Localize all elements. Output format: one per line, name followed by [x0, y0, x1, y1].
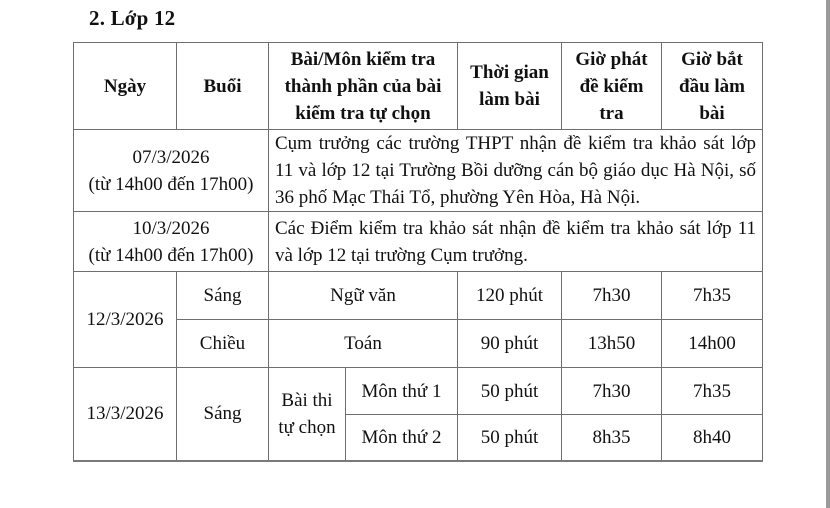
table-row	[74, 368, 763, 415]
date-cell	[74, 130, 269, 212]
exam-schedule-table	[73, 42, 763, 462]
subject-cell: Ngữ văn	[269, 272, 458, 320]
session-cell: Chiều	[177, 320, 269, 368]
table-row	[74, 320, 763, 368]
release-time-cell: 8h35	[562, 415, 662, 461]
release-time-cell: 13h50	[562, 320, 662, 368]
header-session: Buổi	[177, 43, 269, 130]
date-text: 07/3/2026	[132, 146, 210, 168]
section-heading: 2. Lớp 12	[89, 6, 176, 30]
start-time-cell: 7h35	[662, 368, 763, 415]
table-row	[74, 212, 763, 272]
header-date: Ngày	[74, 43, 177, 130]
duration-cell: 50 phút	[458, 415, 562, 461]
subject-cell: Toán	[269, 320, 458, 368]
session-cell: Sáng	[177, 272, 269, 320]
subject-cell: Môn thứ 2	[346, 415, 458, 461]
date-cell: 13/3/2026	[74, 368, 177, 461]
header-duration: Thời gian làm bài	[458, 43, 562, 130]
note-cell: Cụm trưởng các trường THPT nhận đề kiểm tra khảo sát lớp 11 và lớp 12 tại Trường Bồi dưỡng cán bộ giáo dục Hà Nội, số 36 phố Mạc Thái Tổ, phường Yên Hòa, Hà Nội.	[269, 130, 763, 212]
header-start-time: Giờ bắt đầu làm bài	[662, 43, 763, 130]
table-row	[74, 130, 763, 212]
header-row	[74, 43, 763, 130]
elective-group-cell: Bài thi tự chọn	[269, 368, 346, 461]
start-time-cell: 14h00	[662, 320, 763, 368]
header-subject: Bài/Môn kiểm tra thành phần của bài kiểm tra tự chọn	[269, 43, 458, 130]
subject-cell: Môn thứ 1	[346, 368, 458, 415]
duration-cell: 50 phút	[458, 368, 562, 415]
date-text: 10/3/2026	[132, 217, 210, 239]
start-time-cell: 8h40	[662, 415, 763, 461]
duration-cell: 120 phút	[458, 272, 562, 320]
release-time-cell: 7h30	[562, 272, 662, 320]
table-row	[74, 272, 763, 320]
duration-cell: 90 phút	[458, 320, 562, 368]
release-time-cell: 7h30	[562, 368, 662, 415]
session-cell: Sáng	[177, 368, 269, 461]
start-time-cell: 7h35	[662, 272, 763, 320]
date-cell	[74, 212, 269, 272]
note-cell: Các Điểm kiểm tra khảo sát nhận đề kiểm tra khảo sát lớp 11 và lớp 12 tại trường Cụm trưởng.	[269, 212, 763, 272]
header-release-time: Giờ phát đề kiểm tra	[562, 43, 662, 130]
time-range-text: (từ 14h00 đến 17h00)	[88, 173, 254, 195]
time-range-text: (từ 14h00 đến 17h00)	[88, 244, 254, 266]
page-edge-divider	[826, 0, 830, 508]
date-cell: 12/3/2026	[74, 272, 177, 368]
